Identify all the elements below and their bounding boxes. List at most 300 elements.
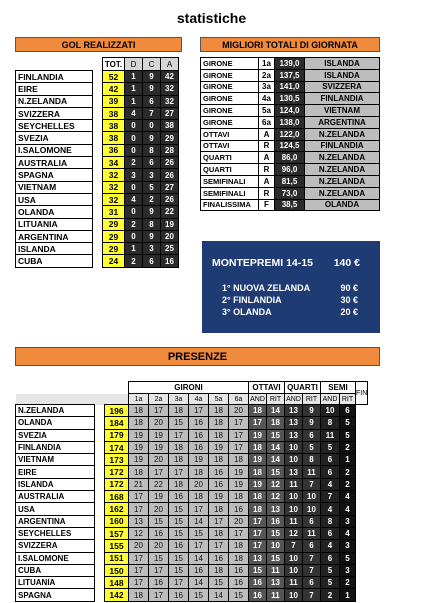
presenze-value: 17 [249, 527, 267, 539]
presenze-value: 15 [249, 564, 267, 576]
migliori-score: 122,0 [275, 128, 305, 140]
presenze-value: 20 [149, 503, 169, 515]
gol-team: LITUANIA [16, 218, 93, 230]
presenze-value: 18 [209, 417, 229, 429]
table-row [201, 105, 380, 117]
gol-c: 2 [143, 193, 161, 205]
presenze-value: 17 [129, 552, 149, 564]
presenze-value: 17 [169, 466, 189, 478]
table-row [16, 503, 368, 515]
migliori-code: F [259, 199, 275, 211]
presenze-value: 17 [229, 429, 249, 441]
gol-c: 0 [143, 120, 161, 132]
presenze-value: 16 [229, 503, 249, 515]
presenze-value: 3 [340, 540, 356, 552]
presenze-tot: 151 [105, 552, 129, 564]
presenze-value: 17 [249, 540, 267, 552]
presenze-value: 21 [129, 478, 149, 490]
presenze-team: LITUANIA [16, 577, 95, 589]
gol-team: I.SALOMONE [16, 144, 93, 156]
gol-tot: 29 [103, 243, 125, 255]
presenze-value: 19 [209, 491, 229, 503]
presenze-value: 10 [285, 441, 303, 453]
presenze-sub-3a: 3a [169, 394, 189, 405]
presenze-value: 1 [340, 454, 356, 466]
presenze-value: 12 [267, 478, 285, 490]
migliori-score: 38,5 [275, 199, 305, 211]
presenze-sub-quarti-rit: RIT [303, 394, 321, 405]
presenze-value: 18 [169, 454, 189, 466]
presenze-value: 15 [169, 552, 189, 564]
presenze-value: 12 [129, 527, 149, 539]
presenze-value: 13 [267, 503, 285, 515]
presenze-value: 19 [189, 454, 209, 466]
gol-a: 26 [161, 169, 179, 181]
presenze-group-ottavi: OTTAVI [249, 382, 285, 394]
table-row [16, 120, 179, 132]
presenze-value: 14 [267, 454, 285, 466]
gol-c: 8 [143, 144, 161, 156]
gol-team: EIRE [16, 83, 93, 95]
table-row [201, 140, 380, 152]
presenze-value: 10 [267, 540, 285, 552]
gol-tot: 39 [103, 95, 125, 107]
migliori-header: MIGLIORI TOTALI DI GIORNATA [200, 37, 380, 52]
migliori-score: 130,5 [275, 93, 305, 105]
presenze-value: 15 [189, 527, 209, 539]
presenze-value: 10 [285, 589, 303, 601]
migliori-phase: OTTAVI [201, 140, 259, 152]
table-row [16, 255, 179, 267]
presenze-team: N.ZELANDA [16, 405, 95, 417]
presenze-tot: 179 [105, 429, 129, 441]
table-row [201, 175, 380, 187]
presenze-value: 22 [149, 478, 169, 490]
migliori-phase: GIRONE [201, 93, 259, 105]
presenze-value: 13 [249, 552, 267, 564]
gol-d: 1 [125, 71, 143, 83]
table-row [201, 164, 380, 176]
presenze-sub-4a: 4a [189, 394, 209, 405]
presenze-value: 19 [209, 441, 229, 453]
gol-tot: 32 [103, 169, 125, 181]
presenze-value: 18 [129, 466, 149, 478]
gol-col-tot: TOT. [103, 58, 125, 71]
table-row [16, 157, 179, 169]
gol-c: 3 [143, 243, 161, 255]
presenze-value: 19 [149, 429, 169, 441]
gol-col-a: A [161, 58, 179, 71]
presenze-value: 10 [303, 503, 321, 515]
migliori-score: 96,0 [275, 164, 305, 176]
table-row [16, 491, 368, 503]
presenze-value: 17 [129, 564, 149, 576]
presenze-team: SEYCHELLES [16, 527, 95, 539]
presenze-value: 18 [249, 405, 267, 417]
migliori-phase: FINALISSIMA [201, 199, 259, 211]
presenze-value: 20 [149, 454, 169, 466]
gol-tot: 38 [103, 132, 125, 144]
gol-tot: 42 [103, 83, 125, 95]
gol-a: 20 [161, 230, 179, 242]
migliori-team: OLANDA [305, 199, 380, 211]
presenze-value: 18 [229, 454, 249, 466]
migliori-phase: GIRONE [201, 58, 259, 70]
presenze-value: 18 [229, 552, 249, 564]
presenze-value: 4 [321, 503, 340, 515]
table-row [16, 466, 368, 478]
table-row [16, 527, 368, 539]
presenze-value: 6 [321, 466, 340, 478]
gol-a: 32 [161, 95, 179, 107]
gol-d: 1 [125, 95, 143, 107]
presenze-value: 17 [209, 515, 229, 527]
presenze-group-gironi: GIRONI [129, 382, 249, 394]
presenze-tot: 172 [105, 466, 129, 478]
presenze-value: 7 [303, 552, 321, 564]
migliori-team: FINLANDIA [305, 140, 380, 152]
gol-a: 27 [161, 181, 179, 193]
presenze-value: 18 [129, 417, 149, 429]
presenze-group-fin: FIN [356, 382, 368, 405]
gol-c: 9 [143, 206, 161, 218]
presenze-value: 6 [321, 454, 340, 466]
presenze-value: 17 [169, 429, 189, 441]
presenze-value: 18 [249, 491, 267, 503]
gol-d: 0 [125, 144, 143, 156]
page-title: statistiche [176, 10, 247, 26]
migliori-code: A [259, 152, 275, 164]
presenze-value: 16 [249, 589, 267, 601]
migliori-score: 124,0 [275, 105, 305, 117]
migliori-phase: GIRONE [201, 116, 259, 128]
presenze-value: 11 [285, 478, 303, 490]
prize-second-amount: 30 € [340, 295, 358, 305]
presenze-value: 13 [267, 577, 285, 589]
presenze-value: 8 [303, 454, 321, 466]
table-row [16, 71, 179, 83]
presenze-sub-2a: 2a [149, 394, 169, 405]
presenze-tot: 160 [105, 515, 129, 527]
migliori-code: 1a [259, 58, 275, 70]
presenze-value: 2 [321, 589, 340, 601]
presenze-value: 11 [303, 527, 321, 539]
presenze-value: 18 [189, 466, 209, 478]
presenze-sub-quarti-and: AND [286, 395, 301, 403]
montepremi-title: MONTEPREMI 14-15 [212, 257, 313, 269]
presenze-value: 15 [267, 552, 285, 564]
gol-header: GOL REALIZZATI [15, 37, 182, 52]
table-row [16, 552, 368, 564]
migliori-code: 6a [259, 116, 275, 128]
presenze-value: 17 [209, 540, 229, 552]
gol-tot: 29 [103, 218, 125, 230]
presenze-value: 19 [129, 454, 149, 466]
migliori-code: 3a [259, 81, 275, 93]
gol-a: 22 [161, 206, 179, 218]
presenze-sub-semi-rit: RIT [340, 394, 356, 405]
presenze-value: 17 [189, 540, 209, 552]
presenze-value: 19 [129, 429, 149, 441]
gol-a: 28 [161, 144, 179, 156]
gol-d: 0 [125, 132, 143, 144]
table-row [16, 564, 368, 576]
gol-team: SPAGNA [16, 169, 93, 181]
presenze-value: 7 [285, 540, 303, 552]
presenze-value: 5 [303, 441, 321, 453]
gol-d: 1 [125, 83, 143, 95]
gol-d: 1 [125, 243, 143, 255]
presenze-value: 11 [267, 589, 285, 601]
presenze-value: 14 [189, 577, 209, 589]
migliori-team: N.ZELANDA [305, 175, 380, 187]
presenze-value: 17 [249, 417, 267, 429]
presenze-value: 20 [189, 478, 209, 490]
table-row [201, 93, 380, 105]
presenze-value: 11 [267, 564, 285, 576]
gol-team: AUSTRALIA [16, 157, 93, 169]
presenze-value: 11 [285, 515, 303, 527]
presenze-tot: 196 [105, 405, 129, 417]
gol-team: SEYCHELLES [16, 120, 93, 132]
table-row [16, 218, 179, 230]
presenze-value: 10 [285, 552, 303, 564]
presenze-tot: 172 [105, 478, 129, 490]
presenze-team: ARGENTINA [16, 515, 95, 527]
gol-a: 32 [161, 83, 179, 95]
gol-c: 3 [143, 169, 161, 181]
presenze-value: 19 [229, 478, 249, 490]
presenze-value: 17 [169, 577, 189, 589]
migliori-phase: GIRONE [201, 69, 259, 81]
presenze-value: 10 [285, 491, 303, 503]
presenze-value: 18 [189, 491, 209, 503]
gol-team: ARGENTINA [16, 230, 93, 242]
presenze-value: 1 [340, 589, 356, 601]
presenze-tot: 157 [105, 527, 129, 539]
presenze-value: 4 [340, 527, 356, 539]
presenze-value: 17 [189, 405, 209, 417]
presenze-value: 15 [169, 564, 189, 576]
presenze-value: 19 [149, 441, 169, 453]
migliori-phase: GIRONE [201, 105, 259, 117]
presenze-value: 2 [340, 441, 356, 453]
presenze-value: 13 [285, 429, 303, 441]
migliori-score: 73,0 [275, 187, 305, 199]
gol-d: 0 [125, 230, 143, 242]
presenze-value: 16 [189, 417, 209, 429]
table-row [201, 81, 380, 93]
migliori-team: N.ZELANDA [305, 164, 380, 176]
presenze-value: 9 [303, 417, 321, 429]
presenze-value: 10 [285, 454, 303, 466]
presenze-sub-5a: 5a [209, 394, 229, 405]
migliori-team: N.ZELANDA [305, 128, 380, 140]
presenze-team: I.SALOMONE [16, 552, 95, 564]
presenze-value: 16 [169, 491, 189, 503]
presenze-value: 6 [303, 540, 321, 552]
migliori-code: 4a [259, 93, 275, 105]
presenze-value: 14 [189, 552, 209, 564]
presenze-value: 4 [340, 491, 356, 503]
presenze-value: 19 [149, 491, 169, 503]
gol-c: 7 [143, 107, 161, 119]
presenze-sub-ottavi-and: AND [250, 395, 265, 403]
presenze-value: 14 [267, 441, 285, 453]
presenze-value: 18 [249, 466, 267, 478]
gol-c: 9 [143, 230, 161, 242]
presenze-value: 20 [149, 540, 169, 552]
presenze-value: 5 [321, 564, 340, 576]
gol-col-c: C [143, 58, 161, 71]
migliori-score: 141,0 [275, 81, 305, 93]
presenze-value: 15 [229, 589, 249, 601]
prize-third-amount: 20 € [340, 307, 358, 317]
gol-d: 0 [125, 181, 143, 193]
montepremi-box [202, 241, 380, 333]
presenze-value: 5 [340, 429, 356, 441]
presenze-value: 2 [340, 466, 356, 478]
migliori-score: 124,5 [275, 140, 305, 152]
table-row [16, 589, 368, 601]
gol-c: 6 [143, 255, 161, 267]
gol-tot: 29 [103, 230, 125, 242]
gol-a: 42 [161, 71, 179, 83]
table-row [16, 144, 179, 156]
presenze-value: 17 [249, 515, 267, 527]
presenze-value: 11 [303, 466, 321, 478]
prize-second-label: 2° FINLANDIA [222, 295, 282, 305]
presenze-value: 5 [321, 577, 340, 589]
presenze-value: 18 [129, 405, 149, 417]
presenze-value: 19 [249, 454, 267, 466]
presenze-value: 16 [249, 577, 267, 589]
gol-team: ISLANDA [16, 243, 93, 255]
presenze-value: 7 [321, 491, 340, 503]
presenze-value: 6 [303, 429, 321, 441]
migliori-phase: QUARTI [201, 152, 259, 164]
table-row [201, 152, 380, 164]
presenze-value: 13 [129, 515, 149, 527]
presenze-value: 17 [129, 503, 149, 515]
presenze-value: 16 [169, 540, 189, 552]
migliori-phase: GIRONE [201, 81, 259, 93]
presenze-value: 14 [189, 515, 209, 527]
migliori-phase: SEMIFINALI [201, 175, 259, 187]
presenze-value: 6 [321, 527, 340, 539]
presenze-sub-6a: 6a [229, 394, 249, 405]
table-row [16, 577, 368, 589]
presenze-sub-ottavi-rit: RIT [267, 394, 285, 405]
presenze-value: 18 [229, 540, 249, 552]
presenze-team: OLANDA [16, 417, 95, 429]
gol-a: 16 [161, 255, 179, 267]
presenze-value: 17 [229, 417, 249, 429]
presenze-value: 13 [285, 417, 303, 429]
presenze-team: ISLANDA [16, 478, 95, 490]
table-row [16, 83, 179, 95]
presenze-value: 18 [249, 503, 267, 515]
gol-d: 4 [125, 193, 143, 205]
gol-d: 3 [125, 169, 143, 181]
gol-team: CUBA [16, 255, 93, 267]
table-row [16, 441, 368, 453]
table-row [16, 540, 368, 552]
presenze-value: 16 [229, 577, 249, 589]
table-row [16, 515, 368, 527]
gol-a: 27 [161, 107, 179, 119]
presenze-value: 7 [303, 478, 321, 490]
gol-a: 38 [161, 120, 179, 132]
presenze-value: 18 [169, 441, 189, 453]
presenze-value: 20 [229, 405, 249, 417]
presenze-value: 15 [149, 552, 169, 564]
presenze-team: AUSTRALIA [16, 491, 95, 503]
table-row [16, 417, 368, 429]
presenze-team: FINLANDIA [16, 441, 95, 453]
gol-c: 9 [143, 71, 161, 83]
presenze-value: 15 [267, 527, 285, 539]
presenze-value: 10 [321, 405, 340, 417]
presenze-team: CUBA [16, 564, 95, 576]
presenze-value: 2 [340, 478, 356, 490]
table-row [16, 454, 368, 466]
presenze-value: 6 [303, 577, 321, 589]
migliori-team: N.ZELANDA [305, 187, 380, 199]
presenze-value: 19 [229, 466, 249, 478]
presenze-tot: 148 [105, 577, 129, 589]
presenze-value: 19 [249, 478, 267, 490]
presenze-team: EIRE [16, 466, 95, 478]
presenze-value: 15 [169, 515, 189, 527]
presenze-tot: 142 [105, 589, 129, 601]
presenze-tot: 155 [105, 540, 129, 552]
presenze-value: 17 [149, 405, 169, 417]
presenze-value: 18 [209, 454, 229, 466]
presenze-value: 6 [321, 552, 340, 564]
presenze-value: 8 [321, 515, 340, 527]
gol-tot: 31 [103, 206, 125, 218]
gol-a: 19 [161, 218, 179, 230]
migliori-phase: SEMIFINALI [201, 187, 259, 199]
gol-col-d: D [125, 58, 143, 71]
gol-a: 26 [161, 193, 179, 205]
presenze-value: 18 [209, 564, 229, 576]
presenze-value: 20 [229, 515, 249, 527]
table-row [16, 107, 179, 119]
presenze-team: VIETNAM [16, 454, 95, 466]
presenze-value: 16 [189, 564, 209, 576]
gol-team: OLANDA [16, 206, 93, 218]
prize-first-label: 1° NUOVA ZELANDA [222, 283, 311, 293]
presenze-group-semi: SEMI [321, 382, 356, 394]
migliori-score: 138,0 [275, 116, 305, 128]
presenze-value: 5 [340, 417, 356, 429]
presenze-value: 19 [249, 429, 267, 441]
gol-d: 0 [125, 120, 143, 132]
table-row [16, 230, 179, 242]
presenze-value: 6 [340, 405, 356, 417]
table-row [16, 181, 179, 193]
gol-team: VIETNAM [16, 181, 93, 193]
migliori-team: N.ZELANDA [305, 152, 380, 164]
migliori-phase: OTTAVI [201, 128, 259, 140]
table-row [16, 429, 368, 441]
presenze-value: 18 [229, 491, 249, 503]
migliori-code: 2a [259, 69, 275, 81]
migliori-table [200, 57, 380, 211]
presenze-value: 15 [267, 466, 285, 478]
